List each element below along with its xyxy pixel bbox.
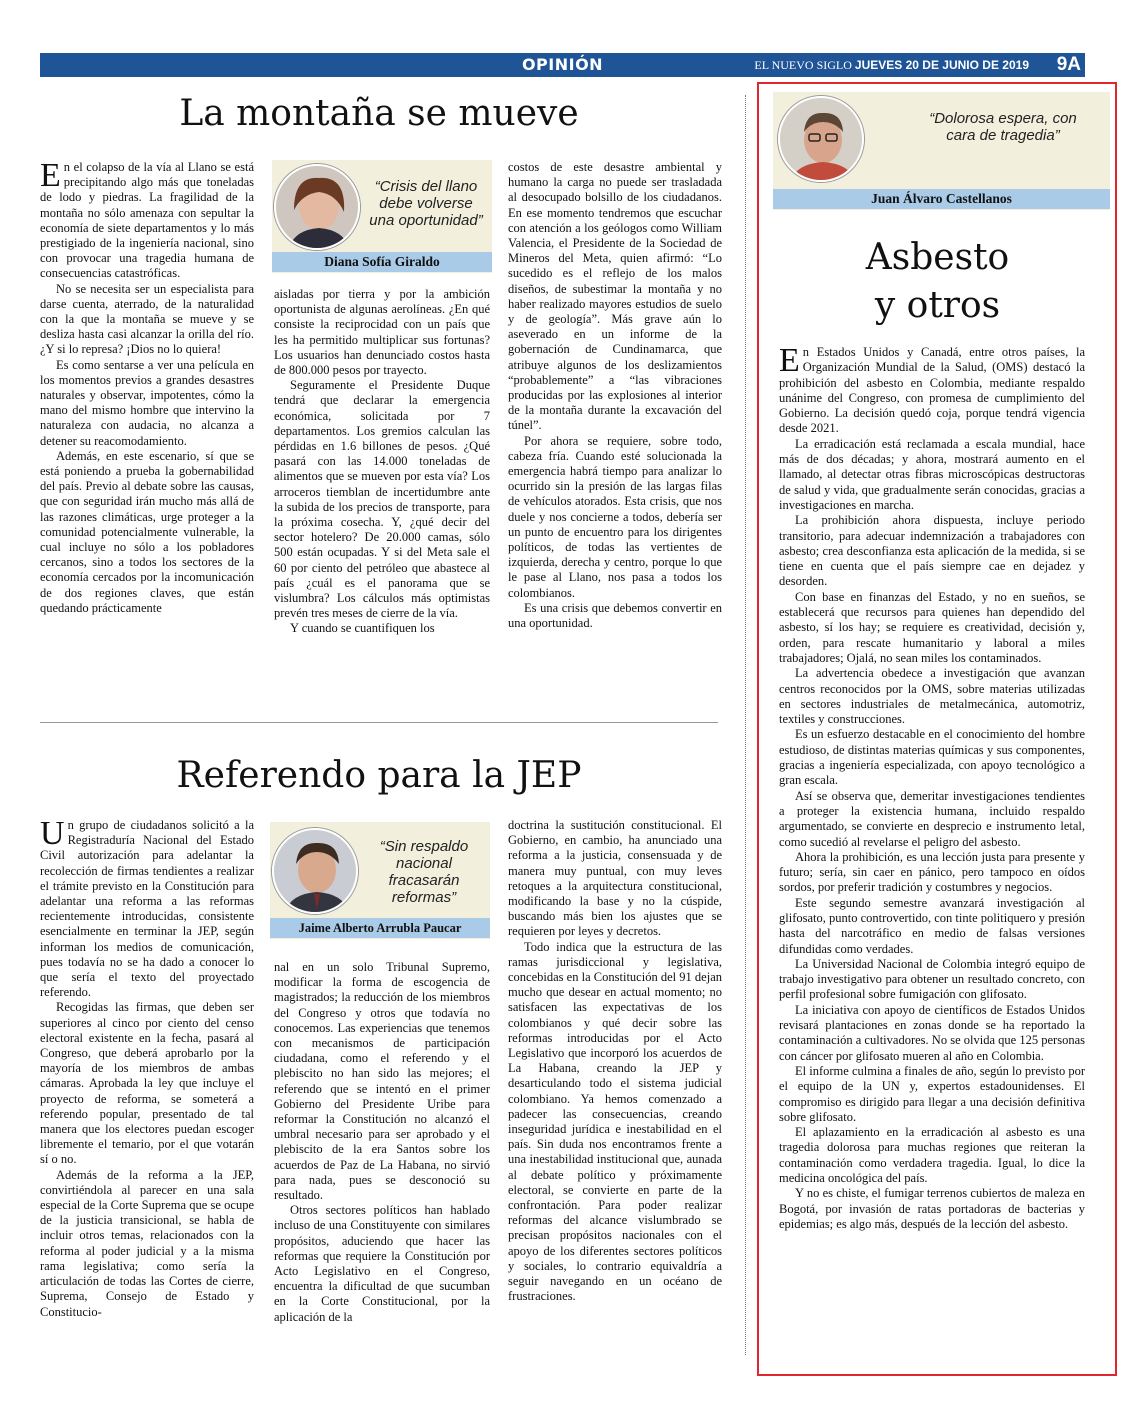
paragraph: Con base en finanzas del Estado, y no en sueños, se establecerá que recursos para quienes han dependido del asbesto, sí los hay; se requiere es creatividad, decisión y, orden, para rescate humanitario y laboral a miles trabajadores; Ojalá, no sean miles los contaminados. [779,589,1085,665]
paragraph: Y no es chiste, el fumigar terrenos cubiertos de maleza en Bogotá, por invasión de ratas portadoras de bacterias y epidemias; es algo más, después de la lección del asbesto. [779,1186,1085,1231]
paragraph: nal en un solo Tribunal Supremo, modificar la forma de escogencia de magistrados; la reducción de los miembros del Congreso y otros que todavía no conocemos. Las experiencias que tenemos con mecanismos de participación ciudadana, como el referendo y el plebiscito no han sido las mejores; el referendo que se intentó en el primer Gobierno del Presidente Uribe para reformar la Constitución no alcanzó el umbral necesario para ser aprobado y el plebiscito de la era Santos sobre los acuerdos de Paz de La Habana, no sirvió para nada, pues se desconoció su resultado. [274,960,490,1203]
pull-quote: “Crisis del llano debe volverse una oportunidad” [369,178,483,229]
paragraph: Todo indica que la estructura de las ramas jurisdiccional y legislativa, concebidas en la Constitución del 91 dejan mucho que desear en actual momento; no satisfacen las expectativas de los colombianos y qué decir sobre las reformas introducidas por el Acto Legislativo que incorporó los acuerdos de La Habana, creando la JEP y desarticulando todo el sistema judicial colombiano. Ya hemos comenzado a padecer las consecuencias, creando inseguridad jurídica e inestabilidad en el país. Sin duda nos encontramos frente a una inestabilidad institucional que, aunada al debate político y próximamente electoral, se convierte en parte de la confrontación. Para poder realizar reformas del alcance vislumbrado se precisan propósitos nacionales con el apoyo de los diferentes sectores políticos y sociales, lo contrario equivaldría a seguir navegando en un océano de frustraciones. [508,939,722,1304]
paragraph: aisladas por tierra y por la ambición oportunista de algunas aerolíneas. ¿En qué consiste la reciprocidad con un país que les ha permitido multiplicar sus fortunas? Los usuarios han denunciado costos hasta de 800.000 pesos por trayecto. [274,287,490,378]
paragraph: Además de la reforma a la JEP, convirtiéndola al parecer en una sala especial de la Corte Suprema que se ocupe de la justicia transicional, se habla de incluir otros temas, relacionados con la reforma al poder judicial y a la misma rama legislativa; como sería la articulación de todas las Cortes de cierre, Suprema, Consejo de Estado y Constitucio- [40,1167,254,1319]
paragraph: Por ahora se requiere, sobre todo, cabeza fría. Cuando esté solucionada la emergencia habrá tiempo para analizar lo ocurrido sin la presión de las largas filas de vehículos atorados. Esta crisis, que nos duele y nos concierne a todos, debería ser un punto de encuentro para los dirigentes políticos, de todas las vertientes de izquierda, derecha y centro, porque lo que le pase al Llano, nos pasa a todos los colombianos. [508,433,722,600]
paragraph: Es un esfuerzo destacable en el conocimiento del hombre estudioso, de distintas materias químicas y sus componentes, gracias a ingeniería especializada, con apoyo tecnológico a gran escala. [779,727,1085,788]
title-line: Asbesto [865,237,1010,278]
paragraph: costos de este desastre ambiental y humano la carga no puede ser trasladada al desocupado bolsillo de los ciudadanos. En ese momento tendremos que escuchar con atención a los geólogos como William Valencia, el Presidente de la Sociedad de Mineros del Meta, quien afirmó: “Lo sucedido es el reflejo de los malos diseños, de subestimar la montaña y no haber realizado mayores estudios de suelo y de geología”. Más grave aún lo aseverado en un informe de la gobernación de Cundinamarca, que atribuye algunos de los deslizamientos “probablemente” a “las vibraciones producidas por las explosiones al interior de la montaña durante la excavación del túnel”. [508,160,722,433]
drop-cap: U [40,815,65,852]
paragraph: La erradicación está reclamada a escala mundial, hace más de dos décadas; y ahora, mostrará aumento en el llamado, al detectar otras fibras microscópicas destructoras de salud y vida, que gradualmente serán conocidas, gracias a investigaciones en marcha. [779,436,1085,512]
page-number: 9A [1056,54,1081,75]
article-column [40,157,254,616]
pull-quote: “Dolorosa espera, con cara de tragedia” [929,110,1077,144]
paragraph: La Universidad Nacional de Colombia integró equipo de trabajo investigativo para obtener un resultado concreto, con perfil profesional sobre fumigación con glifosato. [779,956,1085,1002]
paragraph: Un grupo de ciudadanos solicitó a la Registraduría Nacional del Estado Civil autorización para adelantar la recolección de firmas tendientes a realizar el trámite previsto en la Constitución para adelantar una reforma a las reformas recientemente introducidas, consistente esencialmente en terminar la JEP, según informan los medios de comunicación, pues todavía no se ha dado a conocer lo que sería el texto del proyectado referendo. [40,815,254,1000]
paragraph: Es una crisis que debemos convertir en una oportunidad. [508,600,722,631]
paragraph: Este segundo semestre avanzará investigación al glifosato, punto controvertido, con tinte politiquero y presión hasta del narcotráfico en medio de falsas versiones difundidas como verdades. [779,895,1085,956]
article-title: La montaña se mueve [179,93,579,134]
paragraph: Otros sectores políticos han hablado incluso de una Constituyente con similares propósitos, aduciendo que hacer las reformas que requiere la Constitución por Acto Legislativo en el Congreso, encuentra la dificultad de que sucumban en la Corte Constitucional, por la aplicación de la [274,1203,490,1324]
paragraph: No se necesita ser un especialista para darse cuenta, aterrado, de la naturalidad con la que la montaña se mueve y se desliza hasta casi alcanzar la orilla del río. ¿Y si lo represa? ¡Dios no lo quiera! [40,281,254,357]
issue-date: JUEVES 20 DE JUNIO DE 2019 [854,58,1029,72]
paragraph: En el colapso de la vía al Llano se está precipitando algo más que toneladas de lodo y piedras. La fragilidad de la montaña no sólo amenaza con sepultar la economía de siete departamentos y lo más prestigiado de la ingeniería nacional, sino con provocar una tragedia humana de consecuencias catastróficas. [40,157,254,281]
paragraph: Además, en este escenario, sí que se está poniendo a prueba la gobernabilidad del país. Previo al debate sobre las causas, que con seguridad irán mucho más allá de las razones climáticas, urge proteger a la comunidad potencialmente vulnerable, la cual incluye no sólo a los pobladores cercanos, sino a todos los sectores de la economía cercados por la incomunicación de dos regiones claves, que están quedando prácticamente [40,448,254,615]
paragraph: Y cuando se cuantifiquen los [290,621,435,636]
paragraph: La prohibición ahora dispuesta, incluye periodo transitorio, para adecuar indemnización a trabajadores con asbesto; crea desconfianza esta aplicación de la medida, si se tiene en cuenta que el país siempre cae en dejadez y desorden. [779,513,1085,589]
article-title: Referendo para la JEP [176,755,582,796]
paragraph: Recogidas las firmas, que deben ser superiores al cinco por ciento del censo electoral existente en la fecha, pasará al Congreso, que deberá aprobarlo por la mayoría de los miembros de ambas cámaras. Aprobada la ley que incluye el proyecto de reforma, se someterá a referendo popular, presentado de tal manera que los electores puedan escoger libremente el temario, por el que votarán sí o no. [40,1000,254,1167]
article-column [508,818,722,1305]
paragraph: doctrina la sustitución constitucional. El Gobierno, en cambio, ha anunciado una reforma a la justicia, consensuada y de manera muy puntual, con muy leves retoques a la arquitectura constitucional, modificando la base y no la cúspide, buscando más bien los ajustes que se requieren por leyes y decretos. [508,818,722,939]
paragraph: Seguramente el Presidente Duque tendrá que declarar la emergencia económica, solicitada por 7 departamentos. Los gremios calculan las pérdidas en 1.6 billones de pesos. ¿Qué pasará con las 14.000 toneladas de alimentos que se mueven por esta vía? Los arroceros tiemblan de incertidumbre ante la subida de los precios de transporte, para la próxima cosecha. Y, ¿qué decir del sector hotelero? De 20.000 camas, sólo 500 están ocupadas. Y si del Meta sale el 60 por ciento del petróleo que abastece al país ¿cuál es el panorama que se vislumbra? Los cálculos más optimistas prevén tres meses de cierre de la vía. [274,378,490,621]
drop-cap: E [779,342,800,379]
author-name: Jaime Alberto Arrubla Paucar [270,918,490,938]
paragraph: Es como sentarse a ver una película en los momentos previos a grandes desastres naturales y observar, impotentes, cómo la mano del mismo hombre que intervino la naturaleza con audacia, no alcanza a detener su reacomodamiento. [40,357,254,448]
author-name: Diana Sofía Giraldo [272,252,492,272]
paper-name: EL NUEVO SIGLO [754,58,852,72]
paper-dateline [754,53,1029,77]
paragraph: El aplazamiento en la erradicación al asbesto es una tragedia dolorosa para muchas regiones que reiteran la contaminación como verdadera tragedia. Igual, lo dice la medicina oncológica del país. [779,1125,1085,1186]
author-photo [778,96,864,182]
author-name: Juan Álvaro Castellanos [773,189,1110,209]
section-name: OPINIÓN [521,55,604,74]
paragraph: La advertencia obedece a investigación que avanzan centros reconocidos por la OMS, sobre materias utilizadas en sectores industriales de metalmecánica, automotriz, textiles y construcciones. [779,666,1085,727]
section-header-bar [40,53,1085,77]
author-photo [272,828,358,914]
article-divider [40,722,718,723]
paragraph: En Estados Unidos y Canadá, entre otros países, la Organización Mundial de la Salud, (OMS) destacó la prohibición del asbesto en Colombia, mediante respaldo unánime del Congreso, con promesa de cumplimiento del Gobierno. La decisión quedó coja, porque tendrá vigencia desde 2021. [779,342,1085,436]
paragraph: La iniciativa con apoyo de científicos de Estados Unidos revisará plantaciones en zonas donde se ha reportado la contaminación a cultivadores. No se olvida que 125 personas con cáncer por glifosato mueren al año en Colombia. [779,1002,1085,1063]
article-column [274,960,490,1325]
pull-quote: “Sin respaldo nacional fracasarán reformas” [379,838,469,906]
article-column [779,342,1085,1232]
author-quote-box [270,822,490,939]
article-column [40,815,254,1320]
author-quote-box [773,92,1110,210]
author-quote-box [272,160,492,273]
article-title [760,234,1115,330]
title-line: y otros [874,285,1001,326]
paragraph: Ahora la prohibición, es una lección justa para presente y futuro; sería, sin caer en pánico, pero tampoco en oídos sordos, por preferir tradición y costumbres y negocios. [779,849,1085,895]
paragraph: El informe culmina a finales de año, según lo previsto por el equipo de la UN y, expertos estadounidenses. El compromiso es dirigido para llegar a una decisión definitiva sobre glifosato. [779,1063,1085,1124]
paragraph: Así se observa que, demeritar investigaciones tendientes a proteger la existencia humana, incluido respaldo argumentado, se convierte en desprecio e instrumento letal, como sucedió al revelarse el peligro del asbesto. [779,788,1085,849]
drop-cap: E [40,157,61,194]
article-column [274,287,490,637]
article-column [508,160,722,631]
author-photo [274,164,360,250]
column-rule [745,95,746,1355]
